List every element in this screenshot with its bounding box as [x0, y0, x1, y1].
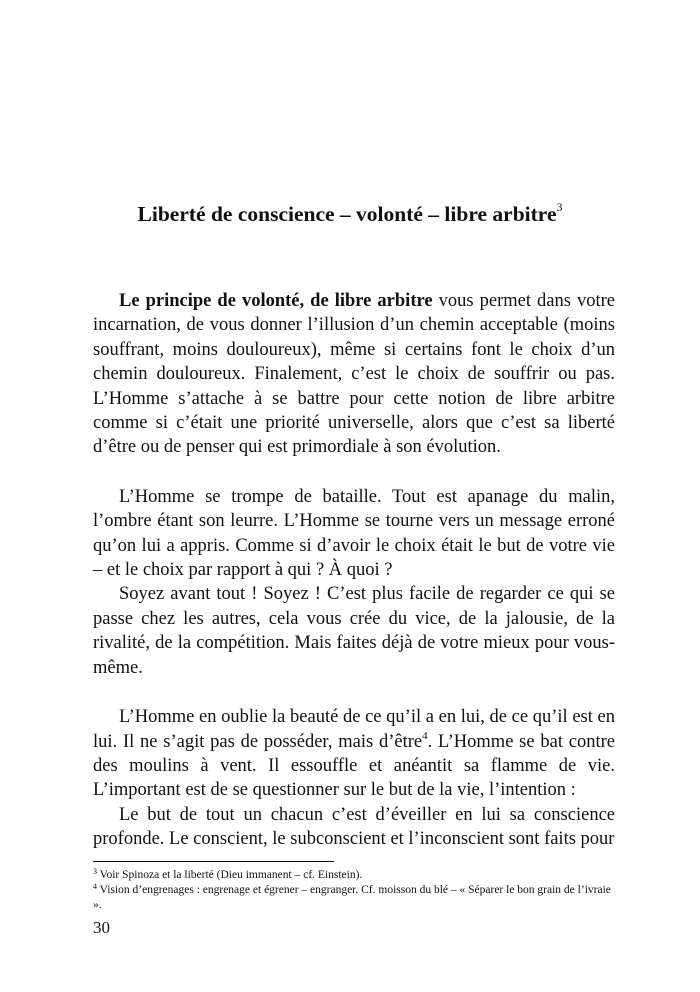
paragraph-4-text-after: . L’Homme se bat contre des moulins à vent. Il essouffle et anéantit sa flamme de vie. L’important est de se questionner sur le but de la vie, l’intention :	[93, 731, 615, 801]
footnote-3-marker: 3	[93, 867, 97, 876]
paragraph-2: L’Homme se trompe de bataille. Tout est apanage du malin, l’ombre étant son leurre. L’Homme se tourne vers un message erroné qu’on lui a appris. Comme si d’avoir le choix était le but de votre vie – et le choix par rapport à qui ? À quoi ?	[93, 486, 615, 581]
chapter-title-text: Liberté de conscience – volonté – libre arbitre	[137, 202, 557, 226]
paragraph-1-bold-lead: Le principe de volonté, de libre arbitre	[119, 291, 433, 311]
footnotes	[93, 868, 615, 913]
footnote-ref-3[interactable]: 3	[556, 200, 563, 214]
chapter-title	[0, 200, 700, 228]
paragraph-5: Le but de tout un chacun c’est d’éveiller en lui sa conscience profonde. Le conscient, le subconscient et l’inconscient sont faits pour	[93, 804, 615, 850]
paragraph-1	[93, 289, 615, 460]
footnote-4-marker: 4	[93, 882, 97, 891]
footnote-3	[93, 868, 615, 883]
footnote-separator	[93, 861, 334, 862]
page-number: 30	[93, 918, 110, 937]
paragraph-1-text: vous permet dans votre incarnation, de vous donner l’illusion d’un chemin acceptable (moins souffrant, moins douloureux), même si certains font le choix d’un chemin douloureux. Finalement, c’est le choix de souffrir ou pas. L’Homme s’attache à se battre pour cette notion de libre arbitre comme si c’était une priorité universelle, alors que c’est sa liberté d’être ou de penser qui est primordiale à son évolution.	[93, 291, 615, 458]
footnote-3-text: Voir Spinoza et la liberté (Dieu immanent – cf. Einstein).	[97, 869, 363, 881]
body-text	[93, 289, 615, 852]
paragraph-3: Soyez avant tout ! Soyez ! C’est plus facile de regarder ce qui se passe chez les autres, cela vous crée du vice, de la jalousie, de la rivalité, de la compétition. Mais faites déjà de votre mieux pour vous-même.	[93, 584, 615, 678]
paragraph-4-text-before: L’Homme en oublie la beauté de ce qu’il a en lui, de ce qu’il est en lui. Il ne s’agit pas de posséder, mais d’être	[93, 707, 615, 752]
footnote-4-text: Vision d’engrenages : engrenage et égrener – engranger. Cf. moisson du blé – « Séparer le bon grain de l’ivraie ».	[93, 884, 611, 911]
footnote-ref-4[interactable]: 4	[422, 729, 428, 742]
footnote-4	[93, 883, 615, 913]
paragraph-4	[93, 705, 615, 803]
